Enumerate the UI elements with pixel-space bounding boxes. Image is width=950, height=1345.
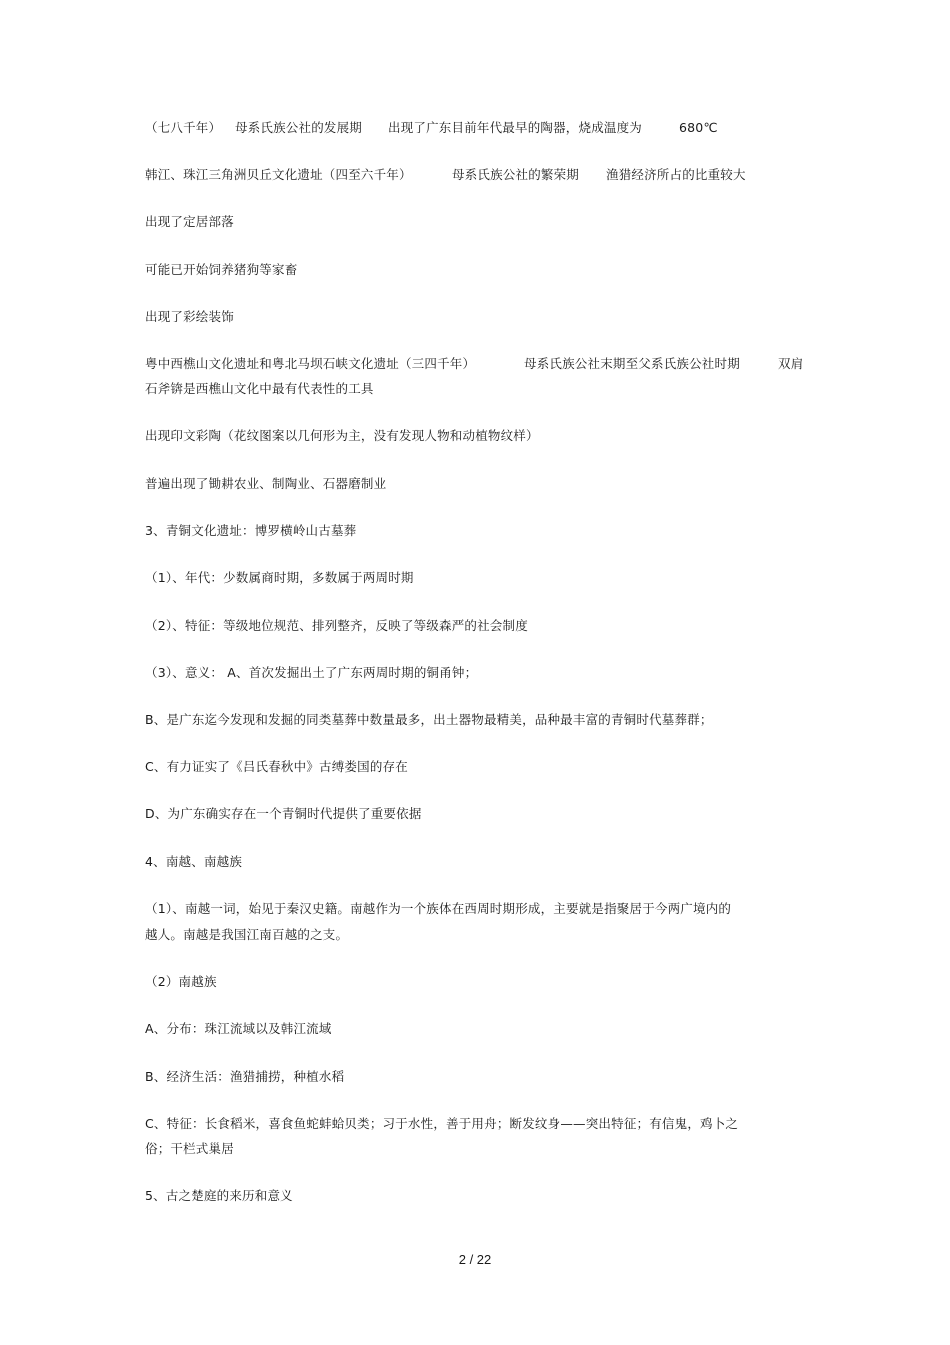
text-segment: 出现了广东目前年代最早的陶器，烧成温度为 bbox=[388, 120, 643, 135]
section-heading: 4、南越、南越族 bbox=[145, 854, 243, 869]
text-line: 出现印文彩陶（花纹图案以几何形为主，没有发现人物和动植物纹样） bbox=[145, 428, 539, 443]
text-line: （2）南越族 bbox=[145, 974, 217, 989]
text-segment: 母系氏族公社的繁荣期 bbox=[452, 167, 580, 182]
text-line: （1）、南越一词，始见于秦汉史籍。南越作为一个族体在西周时期形成，主要就是指聚居于今两广境内的 bbox=[145, 901, 732, 916]
text-line: 出现了彩绘装饰 bbox=[145, 309, 234, 324]
text-segment: 韩江、珠江三角洲贝丘文化遗址（四至六千年） bbox=[145, 167, 412, 182]
text-line: 越人。南越是我国江南百越的之支。 bbox=[145, 927, 349, 942]
text-segment: （七八千年） bbox=[145, 120, 222, 135]
page-number: 2 / 22 bbox=[458, 1252, 492, 1267]
text-line: C、特征：长食稻米，喜食鱼蛇蚌蛤贝类；习于水性，善于用舟；断发纹身——突出特征；有信鬼，鸡卜之 bbox=[145, 1116, 739, 1131]
text-line: （1）、年代：少数属商时期，多数属于两周时期 bbox=[145, 570, 414, 585]
section-heading: 5、古之楚庭的来历和意义 bbox=[145, 1188, 293, 1203]
text-segment: 渔猎经济所占的比重较大 bbox=[606, 167, 746, 182]
text-line: 俗；干栏式巢居 bbox=[145, 1141, 234, 1156]
text-line: （3）、意义： A、首次发掘出土了广东两周时期的铜甬钟； bbox=[145, 665, 478, 680]
text-segment: 母系氏族公社末期至父系氏族公社时期 bbox=[524, 356, 740, 371]
text-line: A、分布：珠江流域以及韩江流域 bbox=[145, 1021, 332, 1036]
text-line: B、经济生活：渔猎捕捞，种植水稻 bbox=[145, 1069, 345, 1084]
text-line: B、是广东迄今发现和发掘的同类墓葬中数量最多，出土器物最精美，品种最丰富的青铜时代墓葬群； bbox=[145, 712, 713, 727]
text-line: D、为广东确实存在一个青铜时代提供了重要依据 bbox=[145, 806, 422, 821]
text-line: 普遍出现了锄耕农业、制陶业、石器磨制业 bbox=[145, 476, 387, 491]
text-line: C、有力证实了《吕氏春秋中》古缚娄国的存在 bbox=[145, 759, 408, 774]
text-segment: 粤中西樵山文化遗址和粤北马坝石峡文化遗址（三四千年） bbox=[145, 356, 476, 371]
text-line: 可能已开始饲养猪狗等家畜 bbox=[145, 262, 298, 277]
text-line: （2）、特征：等级地位规范、排列整齐，反映了等级森严的社会制度 bbox=[145, 618, 528, 633]
text-segment: 680℃ bbox=[679, 120, 718, 135]
text-line: 出现了定居部落 bbox=[145, 214, 234, 229]
section-heading: 3、青铜文化遗址：博罗横岭山古墓葬 bbox=[145, 523, 357, 538]
text-segment: 母系氏族公社的发展期 bbox=[235, 120, 363, 135]
text-line: 石斧锛是西樵山文化中最有代表性的工具 bbox=[145, 381, 374, 396]
text-segment: 双肩 bbox=[778, 356, 804, 371]
